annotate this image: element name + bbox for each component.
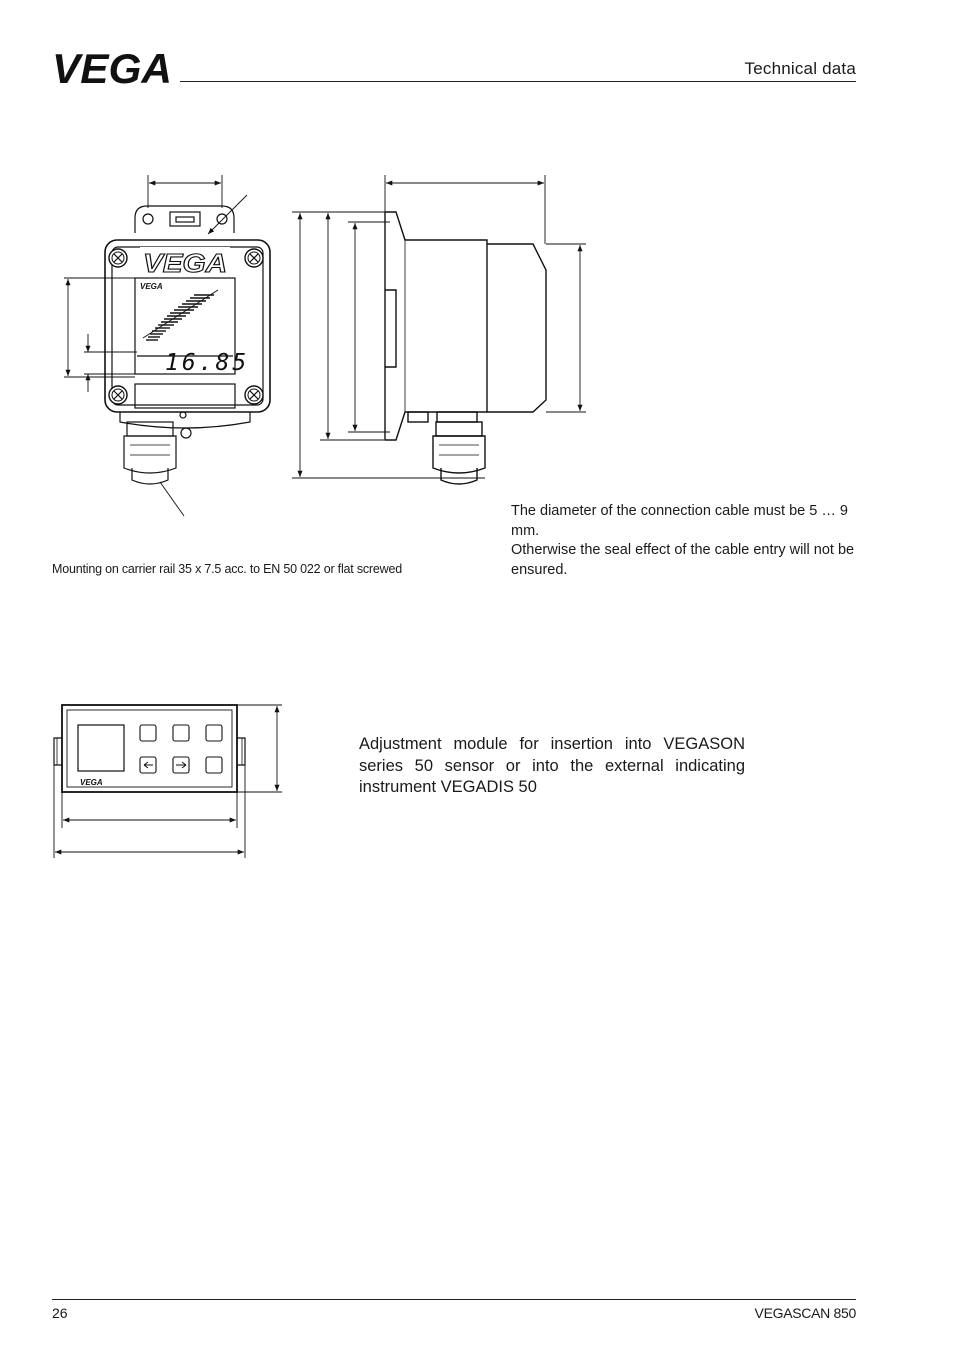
mounting-note: Mounting on carrier rail 35 x 7.5 acc. to EN 50 022 or flat screwed — [52, 562, 402, 576]
module-logo: VEGA — [80, 778, 103, 787]
svg-text:VEGA: VEGA — [140, 282, 163, 291]
product-name: VEGASCAN 850 — [754, 1305, 856, 1321]
svg-text:VEGA: VEGA — [52, 45, 172, 92]
cable-note-line-2: Otherwise the seal effect of the cable entry will not be ensured. — [511, 542, 855, 578]
section-title: Technical data — [744, 59, 856, 78]
display-value: 16.85 — [165, 350, 250, 376]
page-number: 26 — [52, 1305, 68, 1321]
svg-text:VEGA: VEGA — [143, 248, 227, 278]
cable-note-line-1: The diameter of the connection cable must be 5 … 9 mm. — [511, 503, 848, 539]
adjustment-module-description: Adjustment module for insertion into VEGASON series 50 sensor or into the external indicating instrument VEGADIS 50 — [359, 735, 745, 796]
footer-rule — [52, 1299, 856, 1300]
